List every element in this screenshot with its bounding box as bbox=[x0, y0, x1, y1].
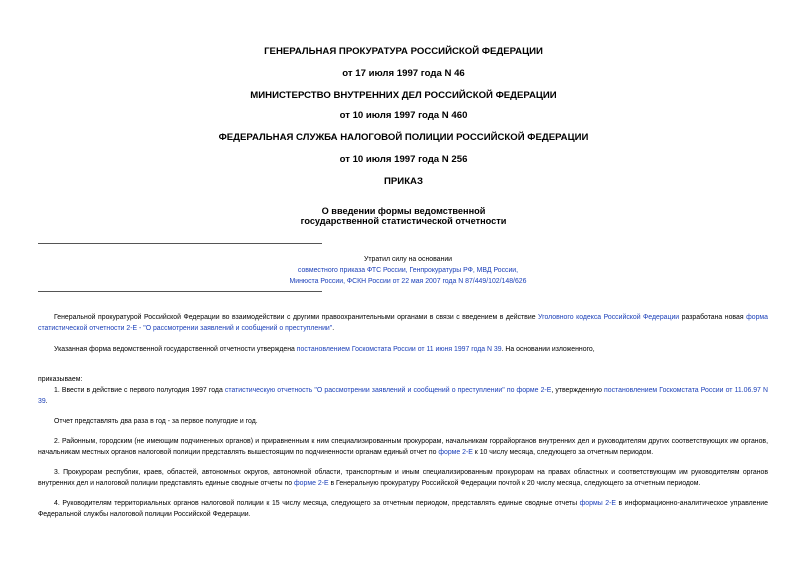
divider-bottom bbox=[38, 291, 322, 292]
issuer-interior-ministry: МИНИСТЕРСТВО ВНУТРЕННИХ ДЕЛ РОССИЙСКОЙ ФЕДЕРАЦИИ bbox=[250, 90, 557, 101]
document-title-line-1: О введении формы ведомственной bbox=[321, 206, 486, 216]
repeal-order-link-line-1[interactable]: совместного приказа ФТС России, Генпрокуратуры РФ, МВД России, bbox=[297, 267, 519, 274]
criminal-code-link[interactable]: Уголовного кодекса Российской Федерации bbox=[538, 314, 680, 321]
paragraph-item-2: 2. Районным, городским (не имеющим подчиненных органов) и приравненным к ним специализированным прокурорам, начальникам горрайорганов внутренних дел и руководителям других соответствующих им органов, начальникам местных органов налоговой полиции представлять вышестоящим по подчиненности органам единый отчет по форме 2-Е к 10 числу месяца, следующего за отчетным периодом. bbox=[38, 438, 768, 456]
paragraph-item-4: 4. Руководителям территориальных органов налоговой полиции к 15 числу месяца, следующего за отчетным периодом, представлять единые сводные отчеты формы 2-Е в информационно-аналитическое управление Федеральной службы налоговой полиции Российской Федерации. bbox=[38, 500, 768, 518]
issuer-date-2: от 10 июля 1997 года N 460 bbox=[339, 110, 468, 121]
goskomstat-resolution-short-link[interactable]: постановлением Госкомстата России от 11.06.97 N 39 bbox=[38, 387, 768, 405]
form-2e-link-item-4[interactable]: формы 2-Е bbox=[579, 500, 616, 507]
issuer-prosecutor-general: ГЕНЕРАЛЬНАЯ ПРОКУРАТУРА РОССИЙСКОЙ ФЕДЕРАЦИИ bbox=[264, 46, 543, 57]
form-2e-link-item-3[interactable]: форме 2-Е bbox=[294, 480, 329, 487]
issuer-date-3: от 10 июля 1997 года N 256 bbox=[339, 154, 468, 165]
document-type: ПРИКАЗ bbox=[384, 176, 423, 187]
paragraph-intro: Генеральной прокуратурой Российской Федерации во взаимодействии с другими правоохранительными органами в связи с введением в действие Уголовного кодекса Российской Федерации разработана новая форма статистической отчетности 2-Е - "О рассмотрении заявлений и сообщений о преступлении". bbox=[38, 314, 768, 332]
paragraph-item-1: 1. Ввести в действие с первого полугодия 1997 года статистическую отчетность "О рассмотрении заявлений и сообщений о преступлении" по форме 2-Е, утвержденную постановлением Госкомстата России от 11.06.97 N 39. bbox=[38, 387, 768, 405]
form-2e-description-link[interactable]: форма статистической отчетности 2-Е - "О рассмотрении заявлений и сообщений о преступлении" bbox=[38, 314, 768, 332]
statistical-reporting-link[interactable]: статистическую отчетность "О рассмотрении заявлений и сообщений о преступлении" по форме 2-Е bbox=[224, 387, 552, 394]
goskomstat-resolution-link[interactable]: постановлением Госкомстата России от 11 июня 1997 года N 39 bbox=[296, 346, 502, 353]
paragraph-approval: Указанная форма ведомственной государственной отчетности утверждена постановлением Госкомстата России от 11 июня 1997 года N 39. На основании изложенного, bbox=[54, 346, 595, 353]
form-2e-link-item-2[interactable]: форме 2-Е bbox=[438, 449, 473, 456]
paragraph-item-3: 3. Прокурорам республик, краев, областей, автономных округов, автономной области, транспортным и иным специализированным прокурорам на правах областных и соответствующим им руководителям органов внутренних дел и налоговой полиции представлять единые сводные отчеты по форме 2-Е в Генеральную прокуратуру Российской Федерации почтой к 20 числу месяца, следующего за отчетным периодом. bbox=[38, 469, 768, 487]
document-title-line-2: государственной статистической отчетности bbox=[300, 216, 507, 226]
issuer-tax-police: ФЕДЕРАЛЬНАЯ СЛУЖБА НАЛОГОВОЙ ПОЛИЦИИ РОССИЙСКОЙ ФЕДЕРАЦИИ bbox=[218, 132, 589, 143]
paragraph-order-word: приказываем: bbox=[38, 376, 83, 383]
paragraph-report-frequency: Отчет представлять два раза в год - за первое полугодие и год. bbox=[54, 418, 258, 425]
issuer-date-1: от 17 июля 1997 года N 46 bbox=[342, 68, 465, 79]
repeal-notice-label: Утратил силу на основании bbox=[363, 256, 453, 263]
divider-top bbox=[38, 243, 322, 244]
repeal-order-link-line-2[interactable]: Минюста России, ФСКН России от 22 мая 2007 года N 87/449/102/148/626 bbox=[289, 278, 527, 285]
